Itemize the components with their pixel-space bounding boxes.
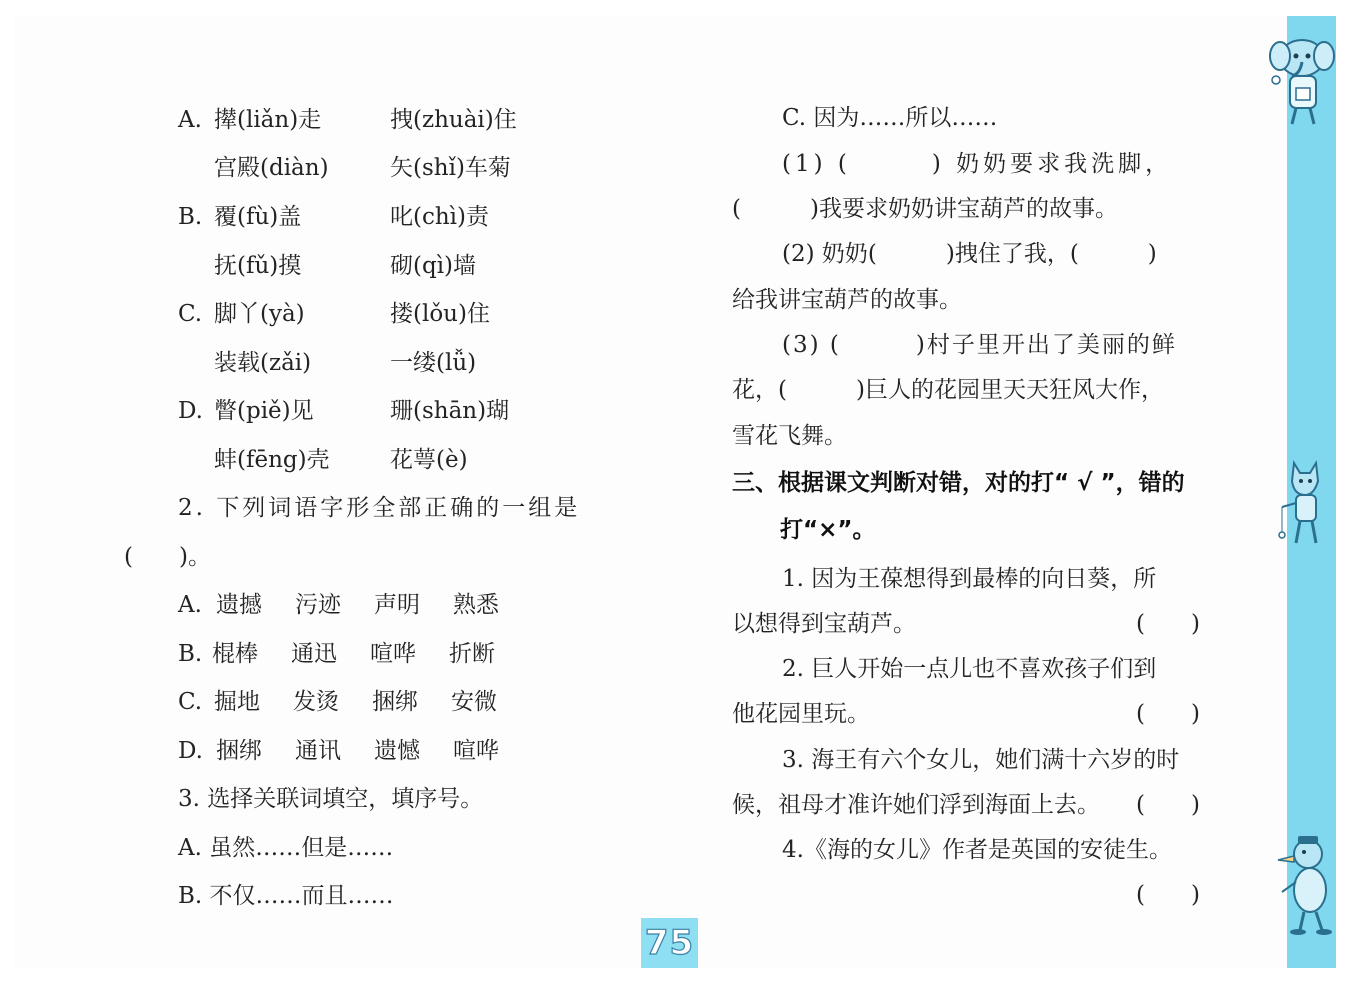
q2-answer-paren: ( )。 xyxy=(124,544,211,570)
judge-item1-answer[interactable]: ( ) xyxy=(1136,611,1200,637)
q2-word: 安微 xyxy=(451,689,497,715)
judge-item4-answer[interactable]: ( ) xyxy=(1136,882,1200,908)
section3-heading-line1: 三、根据课文判断对错，对的打“ √ ”，错的 xyxy=(732,470,1185,496)
q2-word: 捆绑 xyxy=(372,689,418,715)
section3-heading-line2: 打“×”。 xyxy=(780,517,876,543)
page-number-badge xyxy=(641,918,698,968)
q1-option-d-word4: 花萼(è) xyxy=(390,447,468,473)
q1-option-c-word4: 一缕(lǚ) xyxy=(390,350,477,376)
q1-option-b-word1: 覆(fù)盖 xyxy=(214,204,302,230)
q2-word: 发烫 xyxy=(293,689,339,715)
q1-option-b-word3: 抚(fǔ)摸 xyxy=(214,253,302,279)
q2-word: 遗憾 xyxy=(374,738,420,764)
judge-item1-line2: 以想得到宝葫芦。 xyxy=(732,611,916,637)
q3-item3-line3: 雪花飞舞。 xyxy=(732,423,847,449)
bird-mascot-icon xyxy=(1268,830,1340,940)
q2-word: 折断 xyxy=(449,641,495,667)
q2-word: 声明 xyxy=(374,592,420,618)
q1-option-c-word2: 搂(lǒu)住 xyxy=(390,301,490,327)
judge-item2-answer[interactable]: ( ) xyxy=(1136,701,1200,727)
q3-item3-line2: 花，( )巨人的花园里天天狂风大作， xyxy=(732,377,1164,403)
q1-option-a-word1: 撵(liǎn)走 xyxy=(214,107,322,133)
q2-word: 通迅 xyxy=(291,641,337,667)
q1-option-c-word1: 脚丫(yà) xyxy=(214,301,305,327)
q3-item2-line1: (2) 奶奶( )拽住了我，( ) xyxy=(782,241,1157,267)
cat-mascot-icon xyxy=(1270,455,1336,555)
q3-option-b: B. 不仅……而且…… xyxy=(178,883,394,909)
q1-option-b-label: B. xyxy=(178,204,203,230)
judge-item3-line2: 候，祖母才准许她们浮到海面上去。 xyxy=(732,792,1100,818)
q2-word: 喧哗 xyxy=(453,738,499,764)
elephant-mascot-icon xyxy=(1262,30,1342,130)
q2-option-label: D. xyxy=(178,738,203,764)
page-number: 75 xyxy=(644,923,695,963)
judge-item1-line1: 1. 因为王葆想得到最棒的向日葵，所 xyxy=(782,566,1157,592)
q1-option-b-word2: 叱(chì)责 xyxy=(390,204,489,230)
q2-word: 污迹 xyxy=(295,592,341,618)
q1-option-a-word2: 拽(zhuài)住 xyxy=(390,107,517,133)
q2-option-label: C. xyxy=(178,689,203,715)
q1-option-a-label: A. xyxy=(178,107,202,133)
q1-option-d-word3: 蚌(fēng)壳 xyxy=(214,447,330,473)
q1-option-d-label: D. xyxy=(178,398,203,424)
q2-word: 捆绑 xyxy=(216,738,262,764)
q1-option-a-word4: 矢(shǐ)车菊 xyxy=(390,155,511,181)
q2-word: 通讯 xyxy=(295,738,341,764)
q1-option-c-word3: 装载(zǎi) xyxy=(214,350,312,376)
q2-word: 掘地 xyxy=(214,689,260,715)
q1-option-d-word1: 瞥(piě)见 xyxy=(214,398,314,424)
q2-word: 熟悉 xyxy=(453,592,499,618)
judge-item2-line2: 他花园里玩。 xyxy=(732,701,870,727)
judge-item2-line1: 2. 巨人开始一点儿也不喜欢孩子们到 xyxy=(782,656,1157,682)
q2-word: 喧哗 xyxy=(370,641,416,667)
q2-option-label: A. xyxy=(178,592,202,618)
q1-option-a-word3: 宫殿(diàn) xyxy=(214,155,329,181)
q2-option-label: B. xyxy=(178,641,203,667)
q1-option-b-word4: 砌(qì)墙 xyxy=(390,253,477,279)
q2-stem-line1: 2. 下列词语字形全部正确的一组是 xyxy=(178,495,581,521)
q3-option-c: C. 因为……所以…… xyxy=(782,105,998,131)
q3-stem: 3. 选择关联词填空，填序号。 xyxy=(178,786,484,812)
q3-option-a: A. 虽然……但是…… xyxy=(178,835,394,861)
q2-word: 棍棒 xyxy=(212,641,258,667)
judge-item3-line1: 3. 海王有六个女儿，她们满十六岁的时 xyxy=(782,747,1180,773)
q1-option-d-word2: 珊(shān)瑚 xyxy=(390,398,510,424)
q3-item3-line1: (3) ( )村子里开出了美丽的鲜 xyxy=(782,332,1177,358)
judge-item4-line1: 4.《海的女儿》作者是英国的安徒生。 xyxy=(782,837,1172,863)
q3-item1-line2: ( )我要求奶奶讲宝葫芦的故事。 xyxy=(732,196,1118,222)
q3-item1-line1: (1) ( ) 奶奶要求我洗脚， xyxy=(782,151,1173,177)
q1-option-c-label: C. xyxy=(178,301,203,327)
q3-item2-line2: 给我讲宝葫芦的故事。 xyxy=(732,287,962,313)
judge-item3-answer[interactable]: ( ) xyxy=(1136,792,1200,818)
q2-word: 遗撼 xyxy=(216,592,262,618)
